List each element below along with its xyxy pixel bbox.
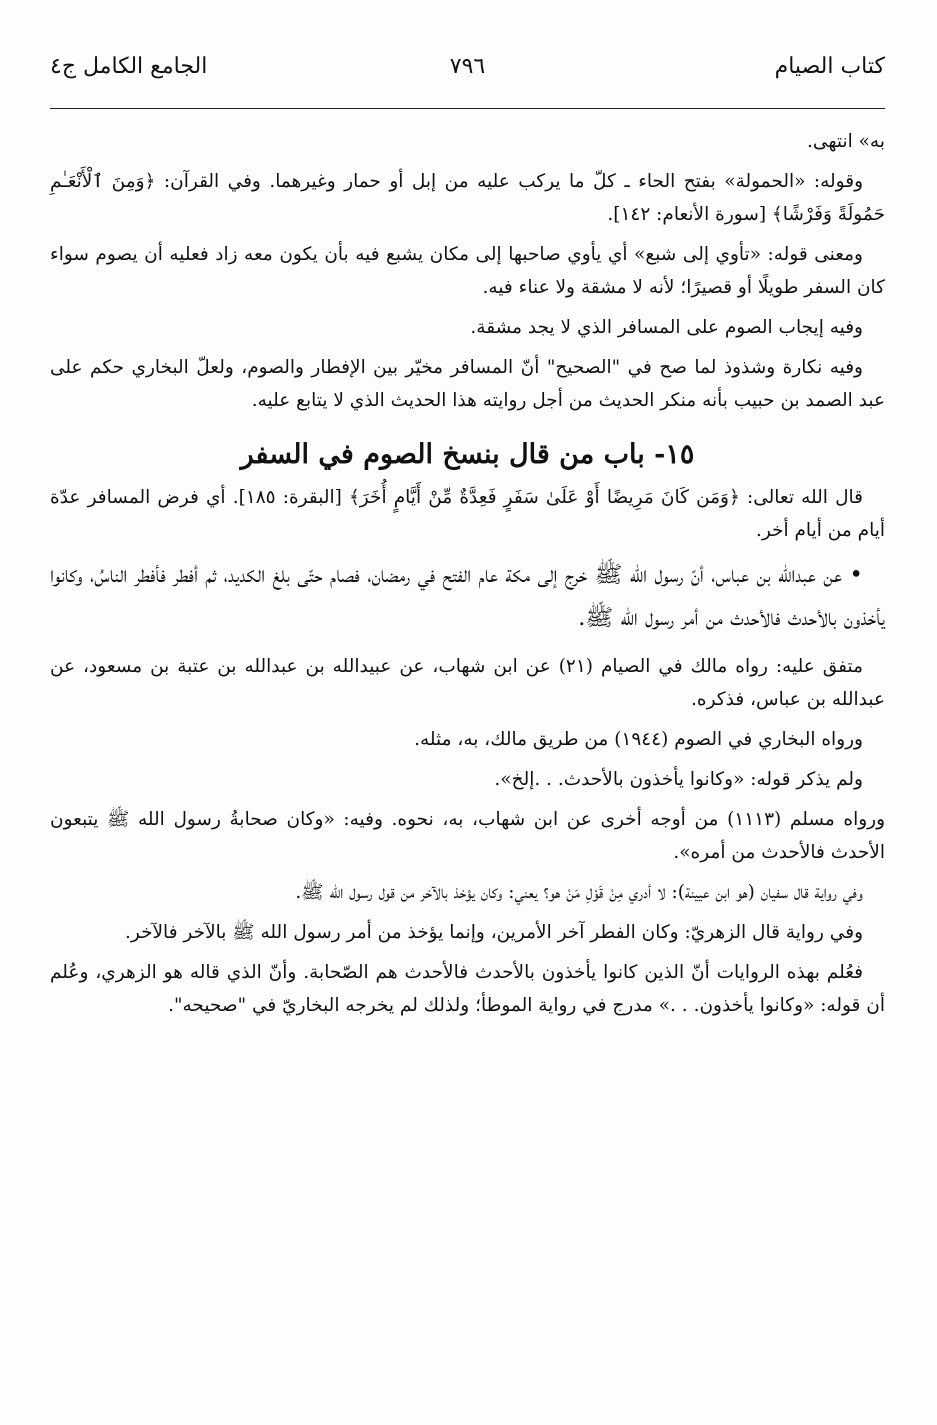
commentary-paragraph: ورواه البخاري في الصوم (١٩٤٤) من طريق مالك، به، مثله. xyxy=(414,729,863,750)
paragraph: ومعنى قوله: «تأوي إلى شبع» أي يأوي صاحبها إلى مكان يشبع فيه بأن يكون معه زاد فعليه أن يصوم سواء كان السفر طويلًا أو قصيرًا؛ لأنه لا مشقة ولا عناء فيه. xyxy=(50,244,885,298)
hadith-text: • عن عبدالله بن عباس، أنّ رسول الله ﷺ خرج إلى مكة عام الفتح في رمضان، فصام حتّى بلغ الكديد، ثم أفطر فأفطر الناسُ، وكانوا يأخذون بالأحدث فالأحدث من أمر رسول الله ﷺ. xyxy=(50,562,885,631)
commentary-paragraph: وفي رواية قال الزهريّ: وكان الفطر آخر الأمرين، وإنما يؤخذ من أمر رسول الله ﷺ بالآخر فالآخر. xyxy=(124,922,863,943)
series-title: الجامع الكامل ج٤ xyxy=(50,54,208,79)
commentary-paragraph: متفق عليه: رواه مالك في الصيام (٢١) عن ابن شهاب، عن عبيدالله بن عبدالله بن عتبة بن مسعود، عن عبدالله بن عباس، فذكره. xyxy=(50,656,885,710)
page-number: ٧٩٦ xyxy=(449,54,486,79)
commentary-paragraph: وفي رواية قال سفيان (هو ابن عيينة): لا أدري مِنْ قَوْلِ مَنْ هو؟ يعني: وكان يؤخذ بالآخر من قول رسول الله ﷺ. xyxy=(295,882,863,903)
commentary-paragraph: ورواه مسلم (١١١٣) من أوجه أخرى عن ابن شهاب، به، نحوه. وفيه: «وكان صحابةُ رسول الله ﷺ يتبعون الأحدث فالأحدث من أمره». xyxy=(50,809,886,863)
paragraph: وقوله: «الحمولة» بفتح الحاء ـ كلّ ما يركب عليه من إبل أو حمار وغيرهما. وفي القرآن: ﴿وَمِنَ ٱلْأَنْعَـٰمِ حَمُولَةً وَفَرْشًا﴾ [سورة الأنعام: ١٤٢]. xyxy=(50,171,885,225)
book-title: كتاب الصيام xyxy=(774,54,885,79)
section-heading: ١٥- باب من قال بنسخ الصوم في السفر xyxy=(240,439,695,470)
book-page xyxy=(0,52,937,1425)
page-body xyxy=(50,125,885,1022)
paragraph: وفيه إيجاب الصوم على المسافر الذي لا يجد مشقة. xyxy=(470,317,863,338)
commentary-paragraph: فعُلم بهذه الروايات أنّ الذين كانوا يأخذون بالأحدث فالأحدث هم الصّحابة. وأنّ الذي قاله هو الزهري، وعُلم أن قوله: «وكانوا يأخذون. . .» مدرج في رواية الموطأ؛ ولذلك لم يخرجه البخاريّ في "صحيحه". xyxy=(50,962,885,1016)
paragraph: به» انتهى. xyxy=(807,131,885,152)
paragraph: وفيه نكارة وشذوذ لما صح في "الصحيح" أنّ المسافر مخيّر بين الإفطار والصوم، ولعلّ البخاري حكم على عبد الصمد بن حبيب بأنه منكر الحديث من أجل روايته هذا الحديث الذي لا يتابع عليه. xyxy=(50,357,885,411)
running-header xyxy=(50,52,885,109)
quran-intro: قال الله تعالى: ﴿وَمَن كَانَ مَرِيضًا أَوْ عَلَىٰ سَفَرٍ فَعِدَّةٌ مِّنْ أَيَّامٍ أُخَرَ﴾ [البقرة: ١٨٥]. أي فرض المسافر عدّة أيام من أيام أخر. xyxy=(50,487,885,541)
commentary-paragraph: ولم يذكر قوله: «وكانوا يأخذون بالأحدث. . .إلخ». xyxy=(494,769,863,790)
